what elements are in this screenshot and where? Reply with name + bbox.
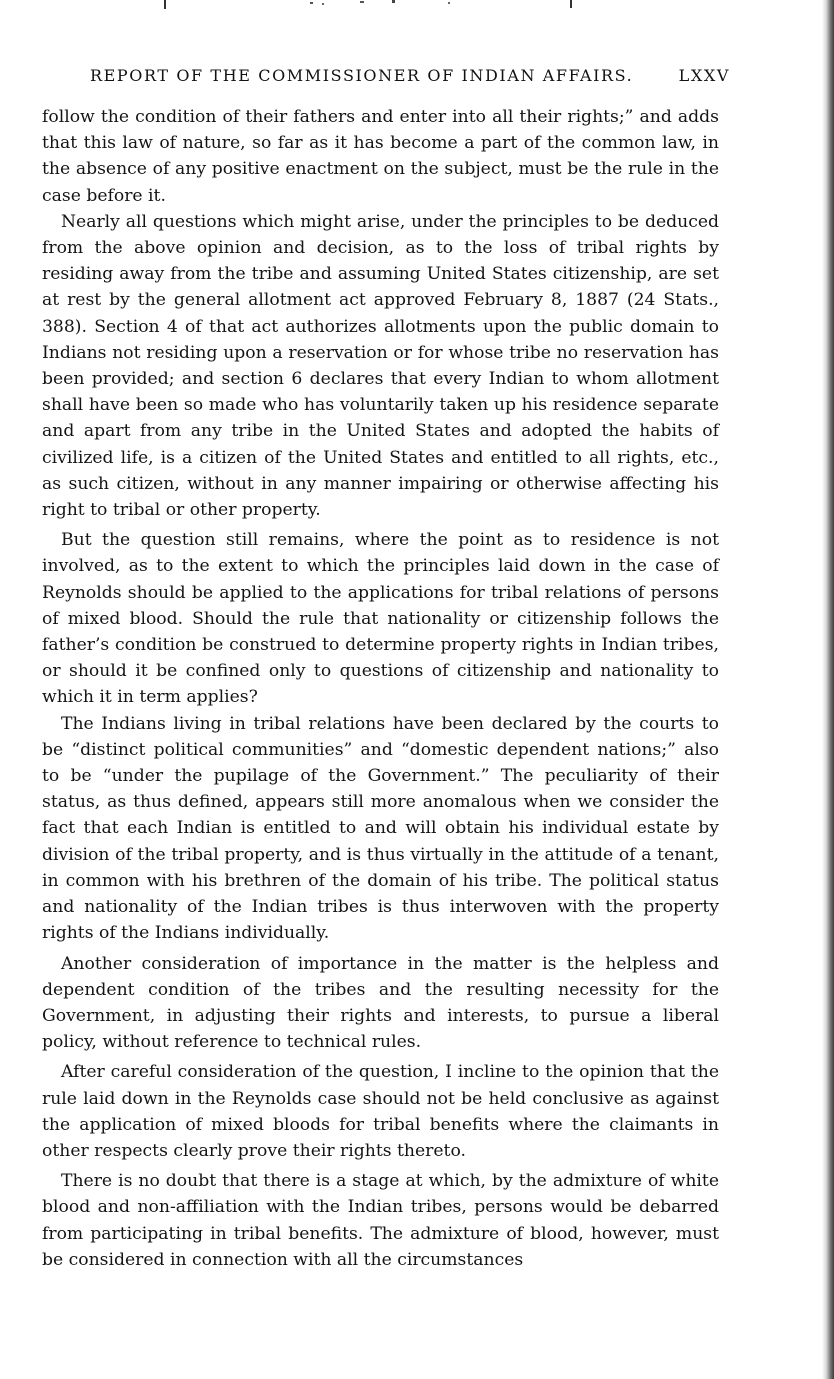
scan-marks	[160, 0, 580, 14]
paragraph: Nearly all questions which might arise, under the principles to be deduced from the above opinion and decision, as to the loss of tribal rights by residing away from the tribe and assuming United States citizenship, are set at rest by the general allotment act approved February 8, 1887 (24 Stats., 388). Section 4 of that act authorizes allotments upon the public domain to Indians not residing upon a reservation or for whose tribe no reservation has been provided; and section 6 declares that every Indian to whom allotment shall have been so made who has voluntarily taken up his residence separate and apart from any tribe in the United States and adopted the habits of civilized life, is a citizen of the United States and entitled to all rights, etc., as such citizen, without in any manner impairing or otherwise affecting his right to tribal or other property.	[42, 211, 719, 521]
page-edge-shadow	[822, 0, 834, 1379]
header-title: REPORT OF THE COMMISSIONER OF INDIAN AFFAIRS.	[90, 66, 634, 85]
paragraph: But the question still remains, where the point as to residence is not involved, as to the extent to which the principles laid down in the case of Reynolds should be applied to the applications for tribal relations of persons of mixed blood. Should the rule that nationality or citizenship follows the father’s condition be construed to determine property rights in Indian tribes, or should it be confined only to questions of citizenship and nationality to which it in term applies?	[42, 530, 719, 708]
paragraph: After careful consideration of the question, I incline to the opinion that the rule laid down in the Reynolds case should not be held conclusive as against the application of mixed bloods for tribal benefits where the claimants in other respects clearly prove their rights thereto.	[42, 1062, 719, 1161]
paragraph: Another consideration of importance in the matter is the helpless and dependent condition of the tribes and the resulting necessity for the Government, in adjusting their rights and interests, to pursue a liberal policy, without reference to technical rules.	[42, 953, 719, 1053]
paragraph: The Indians living in tribal relations have been declared by the courts to be “distinct political communities” and “domestic dependent nations;” also to be “under the pupilage of the Government.” The peculiarity of their status, as thus defined, appears still more anomalous when we consider the fact that each Indian is entitled to and will obtain his individual estate by division of the tribal property, and is thus virtually in the attitude of a tenant, in common with his brethren of the domain of his tribe. The political status and nationality of the Indian tribes is thus interwoven with the property rights of the Indians individually.	[42, 713, 719, 944]
paragraph: There is no doubt that there is a stage at which, by the admixture of white blood and non-affiliation with the Indian tribes, persons would be debarred from participating in tribal benefits. The admixture of blood, however, must be considered in connection with all the circumstances	[42, 1171, 719, 1270]
paragraph: follow the condition of their fathers and enter into all their rights;” and adds that this law of nature, so far as it has become a part of the common law, in the absence of any positive enactment on the subject, must be the rule in the case before it.	[42, 107, 719, 206]
running-header	[90, 66, 730, 90]
body-text	[42, 104, 719, 1273]
page-number: LXXV	[678, 66, 730, 85]
